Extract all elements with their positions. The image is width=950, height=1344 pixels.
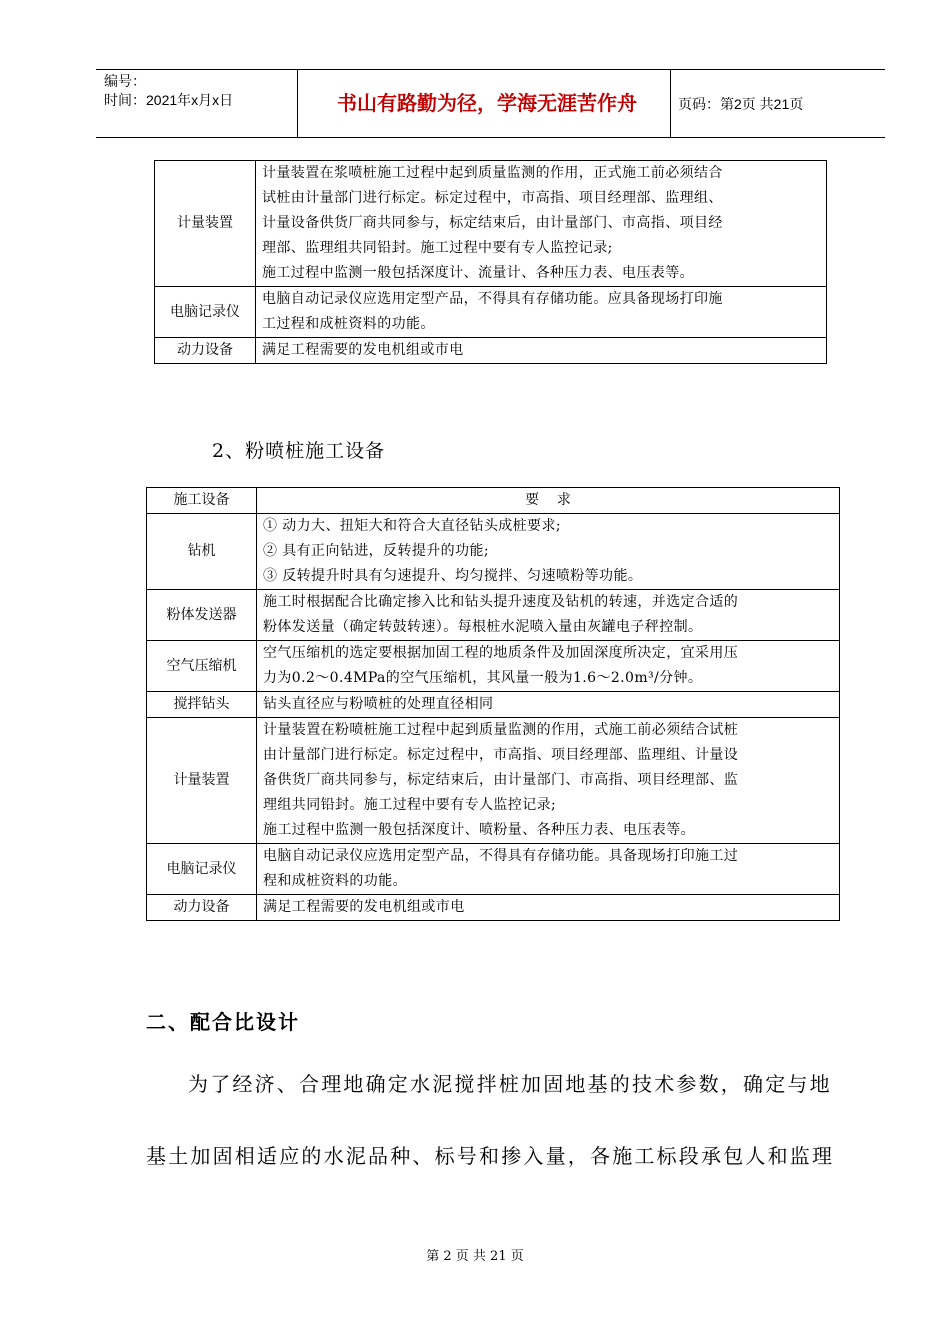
text-line: 满足工程需要的发电机组或市电 xyxy=(262,342,464,358)
equipment-table-slurry xyxy=(154,160,827,364)
table-cell-label: 电脑记录仪 xyxy=(147,844,257,895)
paragraph-line: 基土加固相适应的水泥品种、标号和掺入量，各施工标段承包人和监理 xyxy=(146,1144,835,1168)
text-line: 施工时根据配合比确定掺入比和钻头提升速度及钻机的转速，并选定合适的 xyxy=(263,594,739,610)
text-line: 粉体发送量（确定转鼓转速）。每根桩水泥喷入量由灰罐电子秤控制。 xyxy=(263,619,703,635)
table-cell-label: 计量装置 xyxy=(155,161,256,287)
table-cell-text xyxy=(257,514,840,590)
text-line: 理部、监理组共同铅封。施工过程中要有专人监控记录; xyxy=(262,240,613,256)
text-line: 计量装置在粉喷桩施工过程中起到质量监测的作用，式施工前必须结合试桩 xyxy=(263,722,739,738)
table-cell-text xyxy=(257,590,840,641)
text-line: 计量装置在浆喷桩施工过程中起到质量监测的作用，正式施工前必须结合 xyxy=(262,165,723,181)
header-motto: 书山有路勤为径，学海无涯苦作舟 xyxy=(337,91,637,115)
text-line: ③ 反转提升时具有匀速提升、均匀搅拌、匀速喷粉等功能。 xyxy=(263,568,643,584)
table-row xyxy=(147,590,840,641)
text-line: 理组共同铅封。施工过程中要有专人监控记录; xyxy=(263,797,557,813)
table-cell-text xyxy=(257,895,840,921)
subsection-heading: 2、粉喷桩施工设备 xyxy=(212,440,386,462)
header-divider xyxy=(670,70,671,137)
text-line: 由计量部门进行标定。标定过程中，市高指、项目经理部、监理组、计量设 xyxy=(263,747,739,763)
table-cell-text xyxy=(256,287,827,338)
table-row xyxy=(155,338,827,364)
text-line: 试桩由计量部门进行标定。标定过程中，市高指、项目经理部、监理组、 xyxy=(262,190,723,206)
text-line: 备供货厂商共同参与，标定结束后，由计量部门、市高指、项目经理部、监 xyxy=(263,772,739,788)
table-cell-label: 钻机 xyxy=(147,514,257,590)
table-row xyxy=(155,161,827,287)
table-row xyxy=(147,692,840,718)
table-cell-label: 电脑记录仪 xyxy=(155,287,256,338)
text-line: 施工过程中监测一般包括深度计、喷粉量、各种压力表、电压表等。 xyxy=(263,822,695,838)
column-header: 要 求 xyxy=(257,488,840,514)
table-header-row xyxy=(147,488,840,514)
text-line: 满足工程需要的发电机组或市电 xyxy=(263,899,465,915)
table-cell-text xyxy=(257,692,840,718)
text-line: 钻头直径应与粉喷桩的处理直径相同 xyxy=(263,696,494,712)
text-line: 施工过程中监测一般包括深度计、流量计、各种压力表、电压表等。 xyxy=(262,265,694,281)
column-header: 施工设备 xyxy=(147,488,257,514)
equipment-table-powder xyxy=(146,487,840,921)
text-line: ① 动力大、扭矩大和符合大直径钻头成桩要求; xyxy=(263,518,561,534)
table-cell-text xyxy=(257,641,840,692)
text-line: 计量设备供货厂商共同参与，标定结束后，由计量部门、市高指、项目经 xyxy=(262,215,723,231)
table-row xyxy=(147,718,840,844)
header-page-info: 页码：第2页 共21页 xyxy=(678,96,804,112)
text-line: 力为0.2～0.4MPa的空气压缩机，其风量一般为1.6～2.0m³/分钟。 xyxy=(263,670,703,686)
table-cell-label: 动力设备 xyxy=(147,895,257,921)
table-cell-text xyxy=(256,338,827,364)
table-cell-label: 搅拌钻头 xyxy=(147,692,257,718)
table-cell-label: 计量装置 xyxy=(147,718,257,844)
serial-label: 编号： xyxy=(104,73,146,89)
table-row xyxy=(147,895,840,921)
section-heading: 二、配合比设计 xyxy=(146,1010,300,1034)
header-divider xyxy=(297,70,298,137)
table-row xyxy=(155,287,827,338)
table-cell-text xyxy=(256,161,827,287)
table-cell-text xyxy=(257,718,840,844)
text-line: 空气压缩机的选定要根据加固工程的地质条件及加固深度所决定，宜采用压 xyxy=(263,645,739,661)
text-line: 工过程和成桩资料的功能。 xyxy=(262,316,435,332)
table-row xyxy=(147,844,840,895)
table-cell-label: 空气压缩机 xyxy=(147,641,257,692)
header-meta xyxy=(104,72,233,110)
table-cell-text xyxy=(257,844,840,895)
page-footer: 第 2 页 共 21 页 xyxy=(426,1249,524,1264)
table-cell-label: 粉体发送器 xyxy=(147,590,257,641)
paragraph-line: 为了经济、合理地确定水泥搅拌桩加固地基的技术参数，确定与地 xyxy=(188,1072,832,1096)
table-cell-label: 动力设备 xyxy=(155,338,256,364)
table-row xyxy=(147,514,840,590)
time-label: 时间：2021年x月x日 xyxy=(104,92,234,108)
page-header xyxy=(96,69,885,138)
text-line: 电脑自动记录仪应选用定型产品，不得具有存储功能。具备现场打印施工过 xyxy=(263,848,739,864)
text-line: 程和成桩资料的功能。 xyxy=(263,873,407,889)
text-line: ② 具有正向钻进，反转提升的功能; xyxy=(263,543,489,559)
text-line: 电脑自动记录仪应选用定型产品，不得具有存储功能。应具备现场打印施 xyxy=(262,291,723,307)
table-row xyxy=(147,641,840,692)
